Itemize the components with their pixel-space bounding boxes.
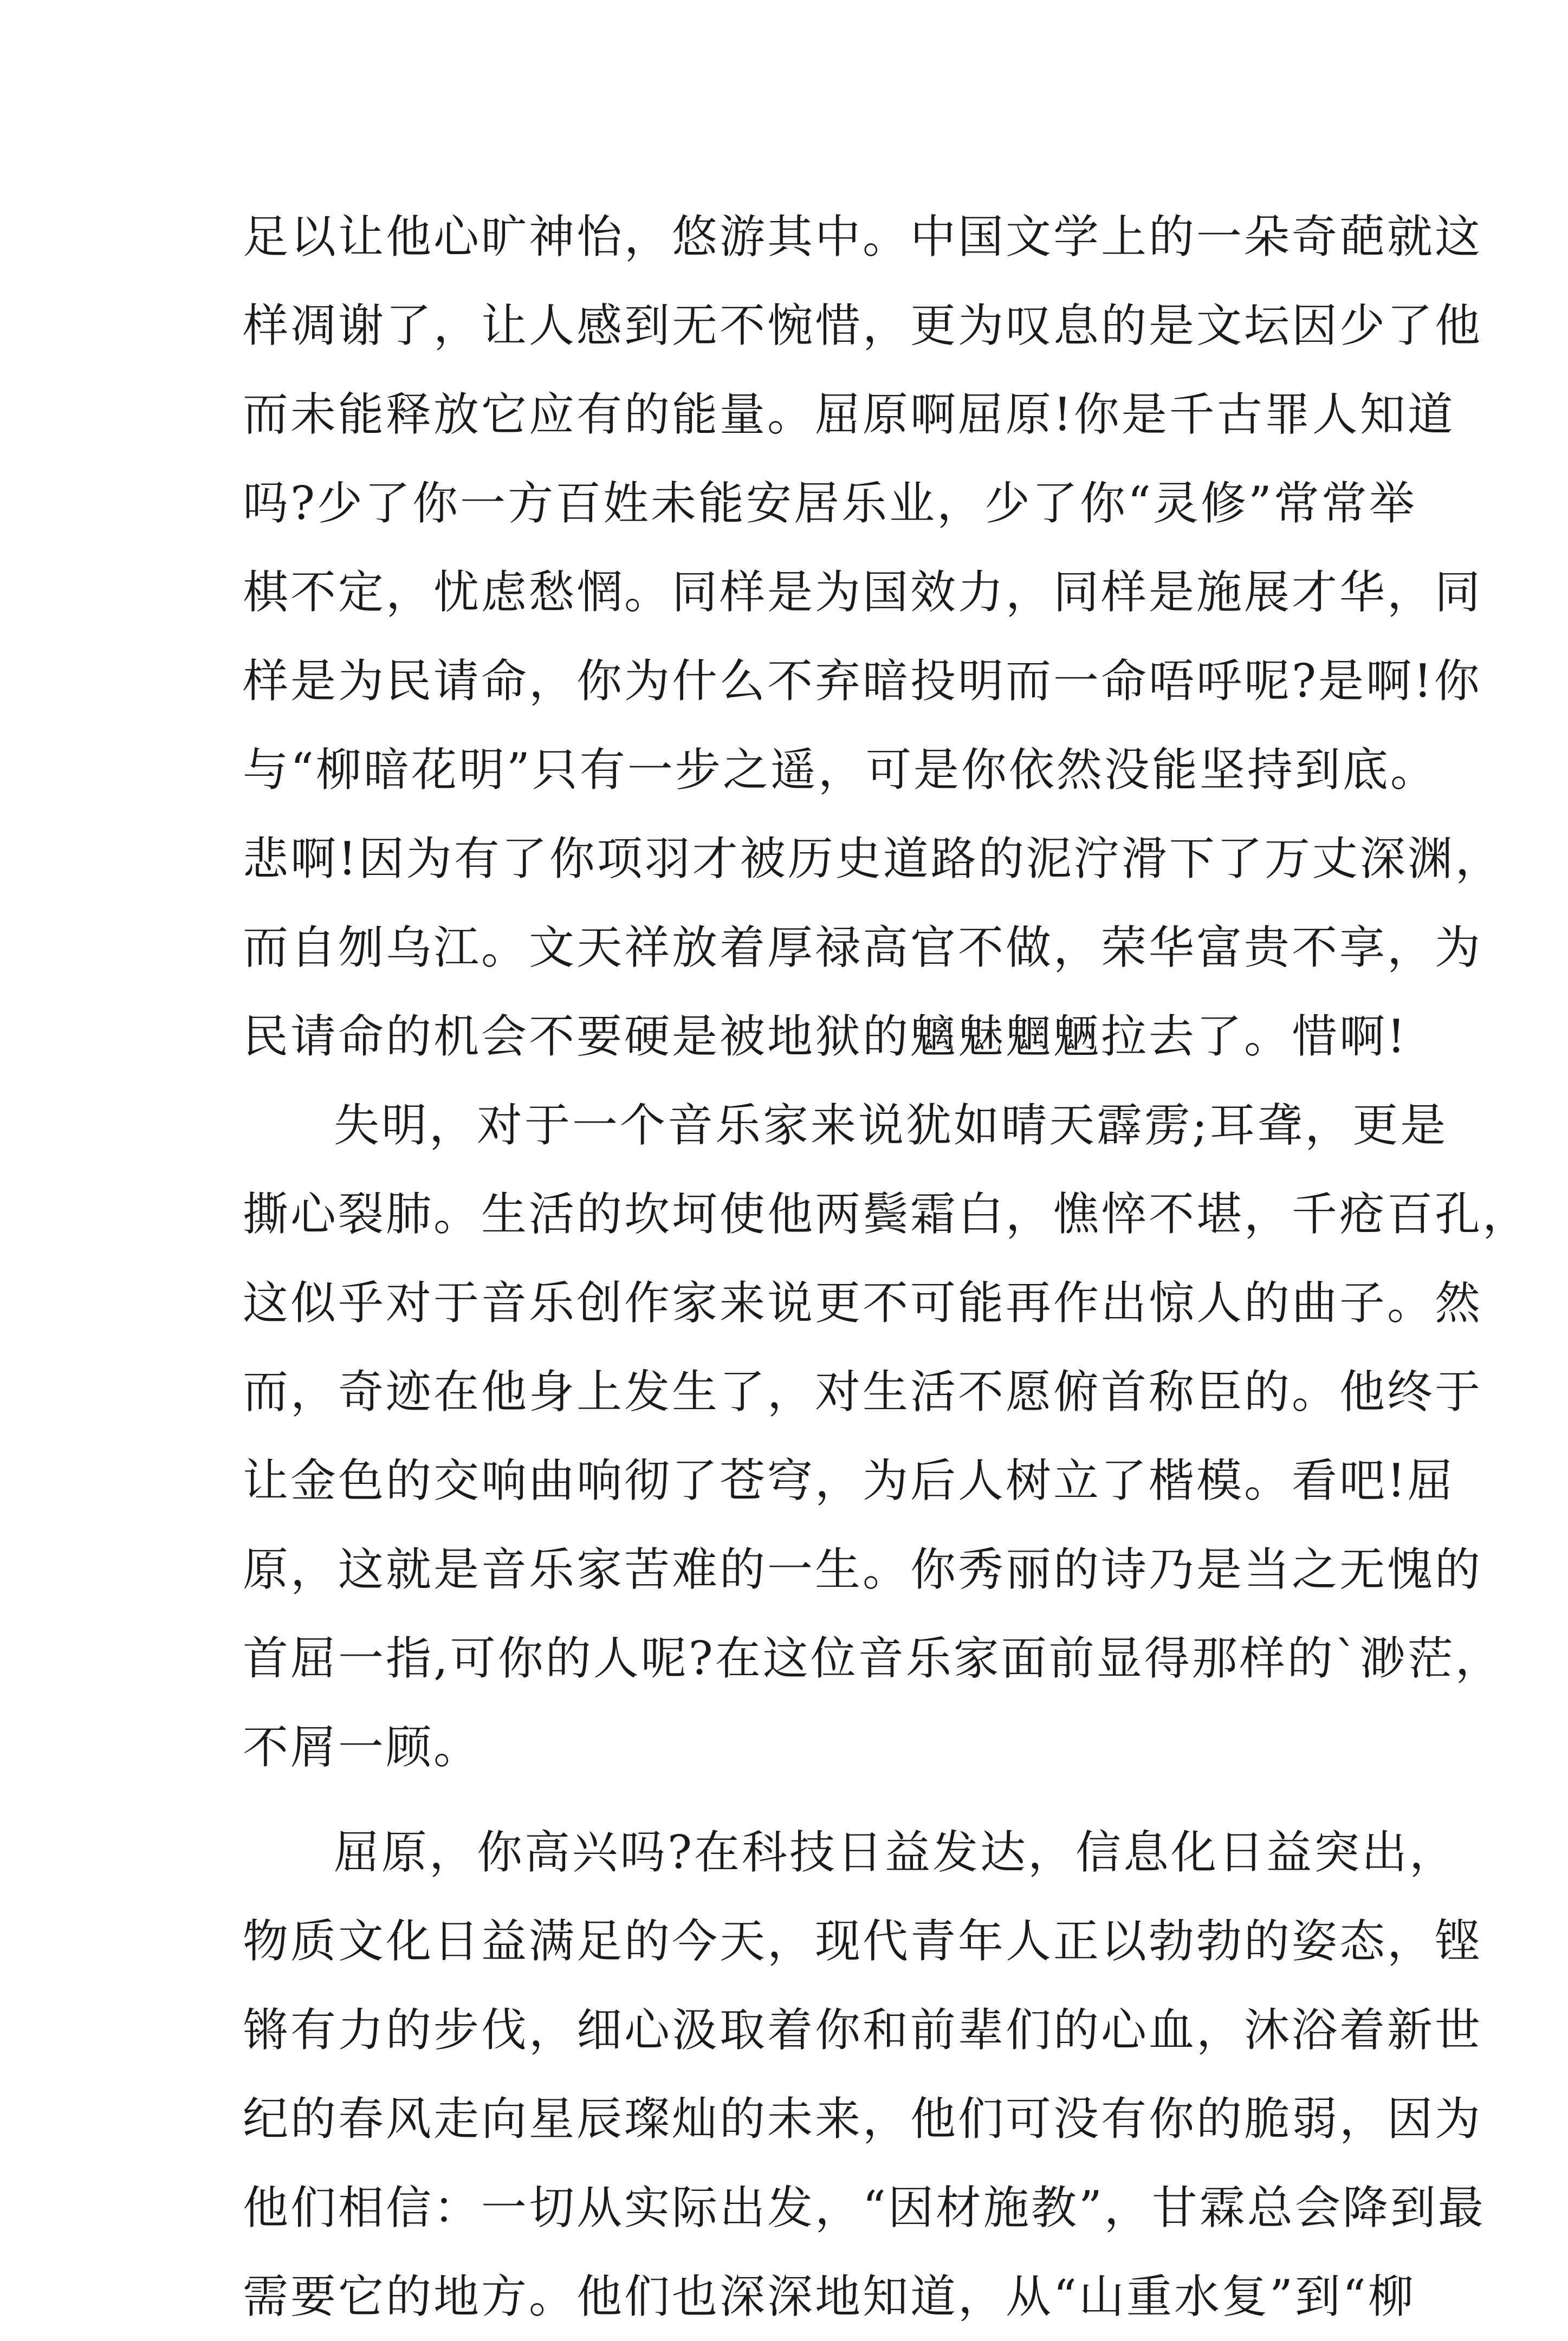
text-line: 样是为民请命，你为什么不弃暗投明而一命唔呼呢?是啊!你 [243, 654, 1482, 708]
paragraph [243, 192, 1503, 1081]
text-line: 与“柳暗花明”只有一步之遥，可是你依然没能坚持到底。 [243, 743, 1438, 796]
text-line: 撕心裂肺。生活的坎坷使他两鬓霜白，憔悴不堪，千疮百孔， [243, 1188, 1531, 1241]
text-line: 锵有力的步伐，细心汲取着你和前辈们的心血，沐浴着新世 [243, 2003, 1483, 2057]
text-line: 原，这就是音乐家苦难的一生。你秀丽的诗乃是当之无愧的 [243, 1543, 1483, 1596]
text-line: 他们相信：一切从实际出发，“因材施教”，甘霖总会降到最 [243, 2181, 1486, 2234]
text-line: 纪的春风走向星辰璨灿的未来，他们可没有你的脆弱，因为 [243, 2092, 1483, 2145]
text-line: 样凋谢了，让人感到无不惋惜，更为叹息的是文坛因少了他 [243, 299, 1483, 352]
text-line: 不屑一顾。 [243, 1721, 482, 1774]
body-text [243, 192, 1531, 2341]
text-line: 而未能释放它应有的能量。屈原啊屈原!你是千古罪人知道 [243, 388, 1455, 441]
text-line: 屈原，你高兴吗?在科技日益发达，信息化日益突出， [334, 1826, 1457, 1879]
text-line: 让金色的交响曲响彻了苍穹，为后人树立了楷模。看吧!屈 [243, 1454, 1455, 1507]
text-line: 吗?少了你一方百姓未能安居乐业，少了你“灵修”常常举 [243, 477, 1417, 530]
paragraph [243, 1081, 1531, 1792]
text-line: 这似乎对于音乐创作家来说更不可能再作出惊人的曲子。然 [243, 1276, 1483, 1330]
text-line: 而，奇迹在他身上发生了，对生活不愿俯首称臣的。他终于 [243, 1365, 1483, 1418]
text-line: 需要它的地方。他们也深深地知道，从“山重水复”到“柳 [243, 2270, 1416, 2323]
text-line: 失明，对于一个音乐家来说犹如晴天霹雳;耳聋，更是 [334, 1099, 1448, 1152]
text-line: 物质文化日益满足的今天，现代青年人正以勃勃的姿态，铿 [243, 1915, 1483, 1968]
paragraph-spacer [243, 1792, 1364, 1808]
text-line: 棋不定，忧虑愁惘。同样是为国效力，同样是施展才华，同 [243, 566, 1483, 619]
text-line: 首屈一指,可你的人呢?在这位音乐家面前显得那样的`渺茫， [243, 1632, 1503, 1685]
text-line: 足以让他心旷神怡，悠游其中。中国文学上的一朵奇葩就这 [243, 210, 1483, 263]
text-line: 悲啊!因为有了你项羽才被历史道路的泥泞滑下了万丈深渊， [243, 832, 1503, 885]
paragraph [243, 1808, 1486, 2341]
text-line: 而自刎乌江。文天祥放着厚禄高官不做，荣华富贵不享，为 [243, 921, 1483, 974]
text-line: 民请命的机会不要硬是被地狱的魑魅魍魉拉去了。惜啊! [243, 1010, 1408, 1063]
